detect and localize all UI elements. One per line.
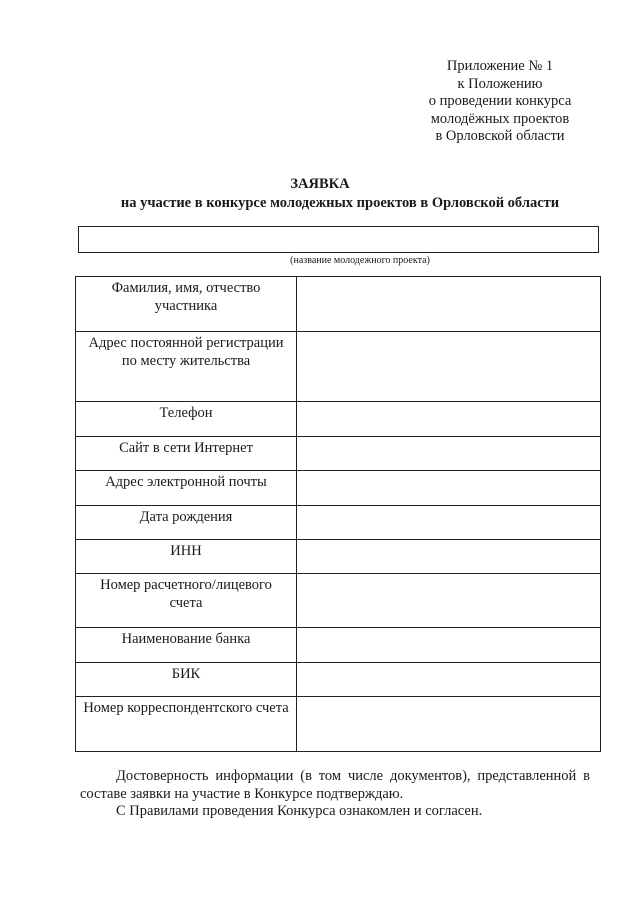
field-value-inn[interactable] (297, 540, 601, 574)
field-label-birth-date: Дата рождения (76, 506, 297, 540)
field-value-bik[interactable] (297, 663, 601, 697)
field-label-account-number: Номер расчетного/лицевого счета (76, 574, 297, 628)
table-row (76, 471, 601, 506)
field-value-email[interactable] (297, 471, 601, 506)
table-row (76, 628, 601, 663)
field-label-bank-name: Наименование банка (76, 628, 297, 663)
field-value-phone[interactable] (297, 402, 601, 437)
table-row (76, 663, 601, 697)
project-name-field[interactable] (78, 226, 599, 253)
field-value-full-name[interactable] (297, 277, 601, 332)
field-label-bik: БИК (76, 663, 297, 697)
appendix-line: о проведении конкурса (428, 93, 572, 109)
table-row (76, 277, 601, 332)
field-value-correspondent-account[interactable] (297, 697, 601, 752)
appendix-line: в Орловской области (435, 128, 565, 144)
appendix-note (400, 58, 600, 146)
field-label-email: Адрес электронной почты (76, 471, 297, 506)
application-form-table (75, 276, 601, 752)
field-value-bank-name[interactable] (297, 628, 601, 663)
field-value-birth-date[interactable] (297, 506, 601, 540)
table-row (76, 540, 601, 574)
field-value-website[interactable] (297, 437, 601, 471)
appendix-line: Приложение № 1 (446, 58, 554, 74)
field-label-inn: ИНН (76, 540, 297, 574)
appendix-line: молодёжных проектов (430, 110, 570, 127)
field-label-full-name: Фамилия, имя, отчество участника (76, 277, 297, 332)
field-label-phone: Телефон (76, 402, 297, 437)
statement-accuracy: Достоверность информации (в том числе документов), представленной в составе заявки на участие в Конкурсе подтверждаю. (80, 768, 590, 802)
field-label-address: Адрес постоянной регистрации по месту жительства (76, 332, 297, 402)
field-value-account-number[interactable] (297, 574, 601, 628)
appendix-line: к Положению (457, 75, 543, 92)
document-title: ЗАЯВКА (290, 176, 350, 192)
field-label-correspondent-account: Номер корреспондентского счета (76, 697, 297, 752)
confirmation-statement (80, 768, 590, 821)
table-row (76, 332, 601, 402)
project-name-caption: (название молодежного проекта) (290, 255, 430, 266)
field-value-address[interactable] (297, 332, 601, 402)
table-row (76, 506, 601, 540)
field-label-website: Сайт в сети Интернет (76, 437, 297, 471)
table-row (76, 574, 601, 628)
document-subtitle: на участие в конкурсе молодежных проектов в Орловской области (120, 195, 560, 211)
table-row (76, 402, 601, 437)
statement-rules-agreement: С Правилами проведения Конкурса ознакомлен и согласен. (116, 803, 483, 819)
table-row (76, 697, 601, 752)
table-row (76, 437, 601, 471)
